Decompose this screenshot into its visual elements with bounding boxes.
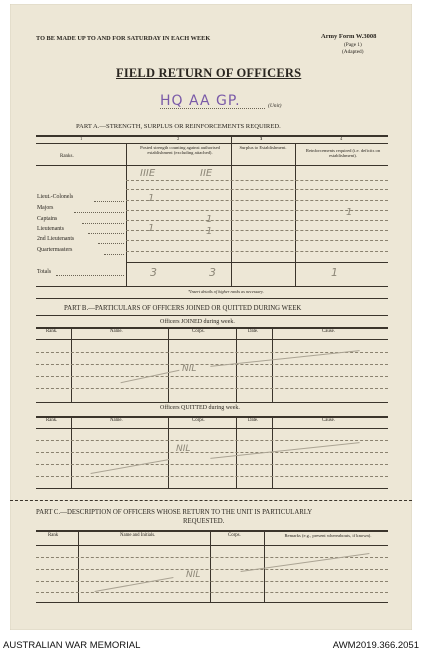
rank-label: 2nd Lieutenants bbox=[37, 236, 75, 242]
rank-label: Majors bbox=[37, 205, 54, 211]
totals-label: Totals bbox=[37, 269, 52, 275]
col-number-4: 4 bbox=[340, 136, 343, 141]
pencil-value: 1 bbox=[148, 193, 155, 204]
part-a-heading: PART A.—STRENGTH, SURPLUS OR REINFORCEMENTS REQUIRED. bbox=[76, 123, 281, 130]
joined-title: Officers JOINED during week. bbox=[160, 319, 235, 325]
form-adapted: (Adapted) bbox=[342, 49, 364, 55]
col-header-reinforcements: Reinforcements required (i.e. deficits on establishment). bbox=[305, 148, 381, 159]
header-instruction: TO BE MADE UP TO AND FOR SATURDAY IN EACH WEEK bbox=[36, 35, 211, 42]
pencil-value: 1 bbox=[346, 207, 353, 218]
col-corps: Corps. bbox=[192, 329, 205, 334]
footer-bar bbox=[0, 632, 422, 653]
part-c-heading-cont: REQUESTED. bbox=[183, 518, 225, 525]
col-header-posted: Posted strength counting against authorised establishment (excluding attached). bbox=[140, 145, 220, 156]
unit-line bbox=[160, 108, 265, 109]
pencil-nil-quitted: NIL bbox=[176, 444, 191, 454]
quitted-title: Officers QUITTED during week. bbox=[160, 405, 240, 411]
col-corps: Corps. bbox=[228, 533, 241, 538]
unit-stamp: HQ AA GP. bbox=[160, 93, 241, 109]
col-cause: Cause. bbox=[322, 329, 335, 334]
pencil-total: 3 bbox=[209, 266, 216, 279]
form-page: (Page 1) bbox=[344, 42, 362, 48]
col-rank: Rank. bbox=[46, 418, 58, 423]
part-c-heading: PART C.—DESCRIPTION OF OFFICERS WHOSE RETURN TO THE UNIT IS PARTICULARLY bbox=[36, 509, 313, 516]
col-cause: Cause. bbox=[322, 418, 335, 423]
form-sheet bbox=[10, 4, 412, 630]
part-a-note: *Insert details of higher ranks as necessary. bbox=[188, 289, 264, 294]
pencil-header-left: IIIE bbox=[140, 168, 156, 179]
unit-label: (Unit) bbox=[268, 103, 282, 109]
col-number-1: 1 bbox=[80, 136, 83, 141]
pencil-nil-joined: NIL bbox=[182, 364, 197, 374]
col-corps: Corps. bbox=[192, 418, 205, 423]
col-name: Name. bbox=[110, 418, 123, 423]
rank-label: Quartermasters bbox=[37, 247, 73, 253]
pencil-value: 1 bbox=[206, 226, 213, 237]
col-date: Date. bbox=[248, 329, 259, 334]
col-rank: Rank bbox=[48, 533, 59, 538]
pencil-total: 1 bbox=[331, 266, 338, 279]
col-date: Date. bbox=[248, 418, 259, 423]
footer-accession-number: AWM2019.366.2051 bbox=[332, 640, 419, 651]
col-number-3: 3 bbox=[260, 136, 263, 141]
pencil-nil-part-c: NIL bbox=[186, 570, 201, 580]
col-name-initials: Name and Initials. bbox=[120, 533, 156, 538]
page-title: FIELD RETURN OF OFFICERS bbox=[116, 66, 302, 80]
col-rank: Rank. bbox=[46, 329, 58, 334]
pencil-total: 3 bbox=[150, 266, 157, 279]
col-header-ranks: Ranks. bbox=[60, 154, 74, 159]
rank-label: Lieut.-Colonels bbox=[37, 194, 74, 200]
rank-label: Captains bbox=[37, 216, 58, 222]
tear-line bbox=[10, 500, 412, 501]
pencil-header-right: IIE bbox=[200, 168, 213, 179]
col-name: Name. bbox=[110, 329, 123, 334]
col-header-surplus: Surplus to Establishment. bbox=[239, 145, 287, 150]
pencil-value: 1 bbox=[206, 214, 213, 225]
part-b-heading: PART B.—PARTICULARS OF OFFICERS JOINED OR QUITTED DURING WEEK bbox=[64, 305, 302, 312]
rank-label: Lieutenants bbox=[37, 226, 65, 232]
pencil-value: 1 bbox=[148, 223, 155, 234]
footer-institution: AUSTRALIAN WAR MEMORIAL bbox=[3, 640, 141, 651]
col-remarks: Remarks (e.g., present whereabouts, if known). bbox=[284, 533, 372, 538]
col-number-2: 2 bbox=[177, 136, 180, 141]
part-a-top-rule bbox=[36, 135, 388, 137]
form-number: Army Form W.3008 bbox=[321, 33, 377, 40]
